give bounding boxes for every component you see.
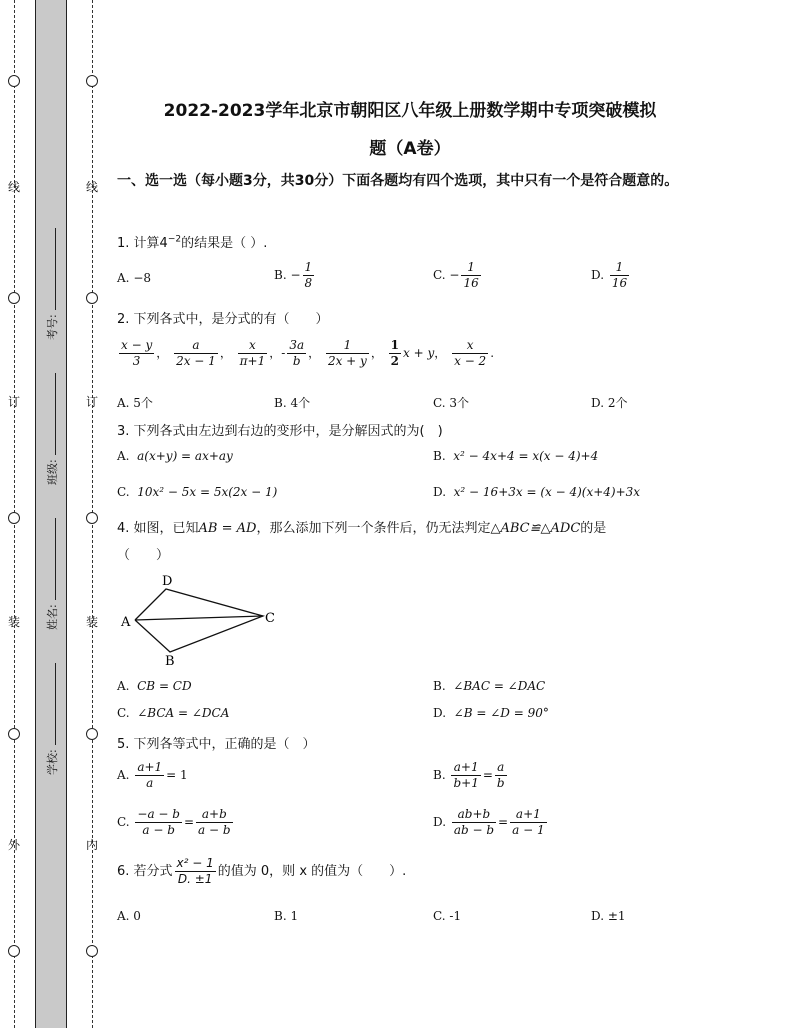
q1-option-b[interactable]: B. − $\frac{1}{8}$ — [274, 260, 313, 290]
outer-label: 装 — [7, 615, 20, 629]
q6-option-d[interactable]: D. ±1 — [591, 909, 626, 923]
page-title: 2022-2023学年北京市朝阳区八年级上册数学期中专项突破模拟 — [163, 101, 657, 121]
q3-option-b[interactable]: B. x² − 4x+4 = x(x − 4)+4 — [433, 449, 599, 463]
q2-expressions: $\frac{x - y}{3}$ ， $\frac{a}{2x - 1}$ ， $\frac{x}{\pi+1}$ ，- $\frac{3a}{b}$ ， $\frac{1}{2x + y}$ ， $\frac{1}{2}$ x + y， $\frac{x}{x - 2}$ . — [121, 338, 495, 368]
binding-hole — [86, 728, 98, 740]
q2-option-a[interactable]: A. 5个 — [117, 396, 153, 410]
binding-hole — [8, 292, 20, 304]
page-title-cont: 题（A卷） — [369, 139, 451, 159]
inner-label: 内 — [85, 838, 98, 852]
inner-label: 装 — [85, 615, 98, 629]
question-2: 2. 下列各式中，是分式的有（ ） — [117, 312, 329, 327]
question-1: 1. 计算$4^{-2}$的结果是（ ）. — [117, 234, 268, 251]
q1-option-a[interactable]: A. −8 — [117, 271, 152, 285]
q1-option-d[interactable]: D. $\frac{1}{16}$ — [591, 260, 628, 290]
q1-option-c[interactable]: C. − $\frac{1}{16}$ — [433, 260, 479, 290]
inner-label: 订 — [85, 395, 98, 409]
inner-label: 线 — [85, 180, 98, 194]
q2-option-c[interactable]: C. 3个 — [433, 396, 470, 410]
exam-number-field[interactable]: 考号: — [44, 228, 60, 340]
q5-option-d[interactable]: D. $\frac{ab+b}{ab - b}$ = $\frac{a+1}{a - 1}$ — [433, 807, 545, 837]
q3-option-d[interactable]: D. x² − 16+3x = (x − 4)(x+4)+3x — [433, 485, 641, 499]
q4-option-c[interactable]: C. ∠BCA = ∠DCA — [117, 706, 230, 720]
question-3: 3. 下列各式由左边到右边的变形中，是分解因式的为( ) — [117, 424, 443, 439]
binding-hole — [86, 945, 98, 957]
binding-hole — [8, 728, 20, 740]
class-field[interactable]: 班级: — [44, 373, 60, 485]
q5-option-b[interactable]: B. $\frac{a+1}{b+1}$ = $\frac{a}{b}$ — [433, 760, 505, 790]
vertex-label-a: A — [121, 615, 131, 630]
question-4: 4. 如图，已知AB = AD，那么添加下列一个条件后，仍无法判定△ABC≌△ADC的是 — [117, 521, 607, 536]
question-4-paren: （ ） — [117, 548, 170, 563]
question-6: 6. 若分式 $\frac{\text{x² − 1}}{D. \pm 1}$ 的值为 0，则 x 的值为（ ）. — [117, 856, 407, 886]
quadrilateral-figure — [115, 570, 285, 670]
binding-hole — [8, 512, 20, 524]
q4-option-d[interactable]: D. ∠B = ∠D = 90° — [433, 706, 549, 720]
q6-option-a[interactable]: A. 0 — [117, 909, 141, 923]
q5-option-c[interactable]: C. $\frac{-a - b}{a - b}$ = $\frac{a+b}{a - b}$ — [117, 807, 231, 837]
q4-option-b[interactable]: B. ∠BAC = ∠DAC — [433, 679, 546, 693]
q2-option-b[interactable]: B. 4个 — [274, 396, 311, 410]
q2-option-d[interactable]: D. 2个 — [591, 396, 628, 410]
vertex-label-b: B — [165, 654, 175, 669]
name-field[interactable]: 姓名: — [44, 518, 60, 630]
q5-option-a[interactable]: A. $\frac{a+1}{a}$ = 1 — [117, 760, 188, 790]
binding-hole — [86, 512, 98, 524]
outer-label: 外 — [7, 838, 20, 852]
vertex-label-d: D — [162, 574, 173, 589]
binding-hole — [86, 292, 98, 304]
binding-hole — [8, 75, 20, 87]
q6-option-b[interactable]: B. 1 — [274, 909, 299, 923]
q3-option-c[interactable]: C. 10x² − 5x = 5x(2x − 1) — [117, 485, 278, 499]
binding-hole — [8, 945, 20, 957]
q6-option-c[interactable]: C. -1 — [433, 909, 462, 923]
outer-label: 订 — [7, 395, 20, 409]
binding-strip — [35, 0, 67, 1028]
question-5: 5. 下列各等式中，正确的是（ ） — [117, 737, 316, 752]
binding-hole — [86, 75, 98, 87]
vertex-label-c: C — [265, 611, 275, 626]
school-field[interactable]: 学校: — [44, 663, 60, 775]
section-heading: 一、选一选（每小题3分，共30分）下面各题均有四个选项，其中只有一个是符合题意的。 — [117, 173, 679, 189]
q3-option-a[interactable]: A. a(x+y) = ax+ay — [117, 449, 233, 463]
outer-label: 线 — [7, 180, 20, 194]
q4-option-a[interactable]: A. CB = CD — [117, 679, 192, 693]
